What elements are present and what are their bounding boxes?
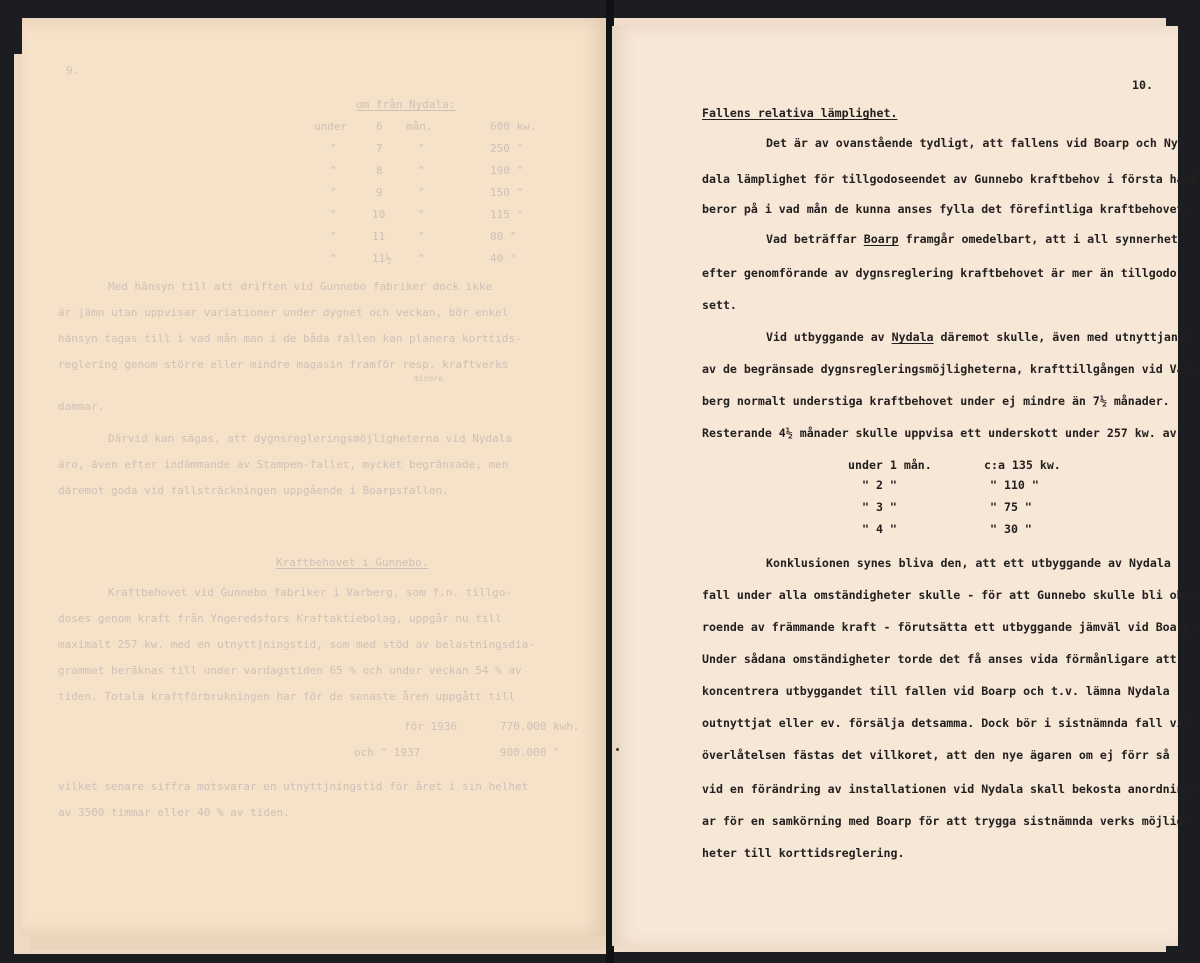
schedule-row: " 11½ " 40 "	[330, 252, 517, 265]
deficit-row: " 3 " " 75 "	[862, 500, 1032, 514]
schedule-row: " 11 " 80 "	[330, 230, 517, 243]
right-page-heading: Fallens relativa lämplighet.	[702, 106, 898, 120]
paragraph-line: ar för en samkörning med Boarp för att trygga sistnämnda verks möjlig-	[702, 814, 1191, 828]
left-page-number: 9.	[66, 64, 80, 77]
paragraph-line: outnyttjat eller ev. försälja detsamma. Dock bör i sistnämnda fall vid	[702, 716, 1191, 730]
right-page	[612, 26, 1198, 946]
left-paragraph-line: av 3500 timmar eller 40 % av tiden.	[58, 806, 290, 819]
deficit-row: " 4 " " 30 "	[862, 522, 1032, 536]
paper-speck	[616, 748, 619, 751]
schedule-row: " 7 " 250 "	[330, 142, 524, 155]
deficit-row: under 1 mån. c:a 135 kw.	[848, 458, 1061, 472]
right-page-number: 10.	[1132, 78, 1153, 92]
paragraph-line: heter till korttidsreglering.	[702, 846, 905, 860]
consumption-row: och " 1937 900.000 "	[354, 746, 560, 759]
left-paragraph-line: Därvid kan sägas, att dygnsregleringsmöjligheterna vid Nydala	[108, 432, 512, 445]
left-paragraph-line: Med hänsyn till att driften vid Gunnebo fabriker dock ikke	[108, 280, 493, 293]
schedule-row: " 10 " 115 "	[330, 208, 524, 221]
paragraph-line-boarp: Vad beträffar Boarp framgår omedelbart, att i all synnerhet	[766, 232, 1178, 246]
left-paragraph-line: maximalt 257 kw. med en utnyttjningstid, som med stöd av belastningsdia-	[58, 638, 535, 651]
left-paragraph-line: dammar.	[58, 400, 105, 413]
paragraph-line: koncentrera utbyggandet till fallen vid Boarp och t.v. lämna Nydala	[702, 684, 1170, 698]
schedule-row: " 9 " 150 "	[330, 186, 524, 199]
paragraph-line: av de begränsade dygnsregleringsmöjligheterna, krafttillgången vid Var-	[702, 362, 1198, 376]
consumption-row: för 1936 770.000 kwh.	[404, 720, 580, 733]
paragraph-line: efter genomförande av dygnsreglering kraftbehovet är mer än tillgodo-	[702, 266, 1184, 280]
paragraph-line: roende av främmande kraft - förutsätta ett utbyggande jämväl vid Boarp.	[702, 620, 1198, 634]
paragraph-line: fall under alla omständigheter skulle - för att Gunnebo skulle bli obe-	[702, 588, 1198, 602]
left-paragraph-line: vilket senare siffra motsvarar en utnyttjningstid för året i sin helhet	[58, 780, 529, 793]
paragraph-line: Under sådana omständigheter torde det få anses vida förmånligare att	[702, 652, 1177, 666]
left-paragraph-line: Kraftbehovet vid Gunnebo fabriker i Varberg, som f.n. tillgo-	[108, 586, 512, 599]
paragraph-line: dala lämplighet för tillgodoseendet av Gunnebo kraftbehov i första hand	[702, 172, 1198, 186]
deficit-row: " 2 " " 110 "	[862, 478, 1039, 492]
paragraph-line: berg normalt understiga kraftbehovet under ej mindre än 7½ månader.	[702, 394, 1170, 408]
paragraph-line: sett.	[702, 298, 737, 312]
paragraph-line: Konklusionen synes bliva den, att ett utbyggande av Nydala	[766, 556, 1171, 570]
paragraph-line: Det är av ovanstående tydligt, att fallens vid Boarp och Ny-	[766, 136, 1185, 150]
paragraph-line: Resterande 4½ månader skulle uppvisa ett underskott under 257 kw. av	[702, 426, 1177, 440]
left-paragraph-line: äro, även efter indämmande av Stampen-fallet, mycket begränsade, men	[58, 458, 509, 471]
left-paragraph-line: däremot goda vid fallsträckningen uppgående i Boarpsfallen.	[58, 484, 449, 497]
right-page-text	[612, 26, 1198, 946]
left-section-heading: om från Nydala:	[356, 98, 456, 111]
left-page	[22, 18, 608, 936]
left-section2-heading: Kraftbehovet i Gunnebo.	[276, 556, 429, 569]
left-page-faded-text	[22, 18, 608, 936]
schedule-row: under 6 mån. 600 kw.	[314, 120, 537, 133]
left-paragraph-line: är jämn utan uppvisar variationer under dygnet och veckan, bör enkel	[58, 306, 509, 319]
left-paragraph-line: grammet beräknas till under vardagstiden 65 % och under veckan 54 % av	[58, 664, 522, 677]
nydala-underlined: Nydala	[891, 330, 934, 344]
left-paragraph-line: reglering genom större eller mindre magasin framför resp. kraftverks	[58, 358, 509, 371]
schedule-row: " 8 " 190 "	[330, 164, 524, 177]
boarp-underlined: Boarp	[863, 232, 899, 246]
paragraph-line: vid en förändring av installationen vid Nydala skall bekosta anordning-	[702, 782, 1198, 796]
left-paragraph-line: doses genom kraft från Yngeredsfors Kraftaktiebolag, uppgår nu till	[58, 612, 502, 625]
paragraph-line: beror på i vad mån de kunna anses fylla det förefintliga kraftbehovet.	[702, 202, 1191, 216]
left-margin-note: mindre	[414, 374, 443, 383]
left-paragraph-line: hänsyn tagas till i vad mån man i de båda fallen kan planera korttids-	[58, 332, 522, 345]
paragraph-line-nydala: Vid utbyggande av Nydala däremot skulle, även med utnyttjande	[766, 330, 1192, 344]
left-paragraph-line: tiden. Totala kraftförbrukningen har för de senaste åren uppgått till	[58, 690, 515, 703]
paragraph-line: överlåtelsen fästas det villkoret, att den nye ägaren om ej förr så	[702, 748, 1170, 762]
